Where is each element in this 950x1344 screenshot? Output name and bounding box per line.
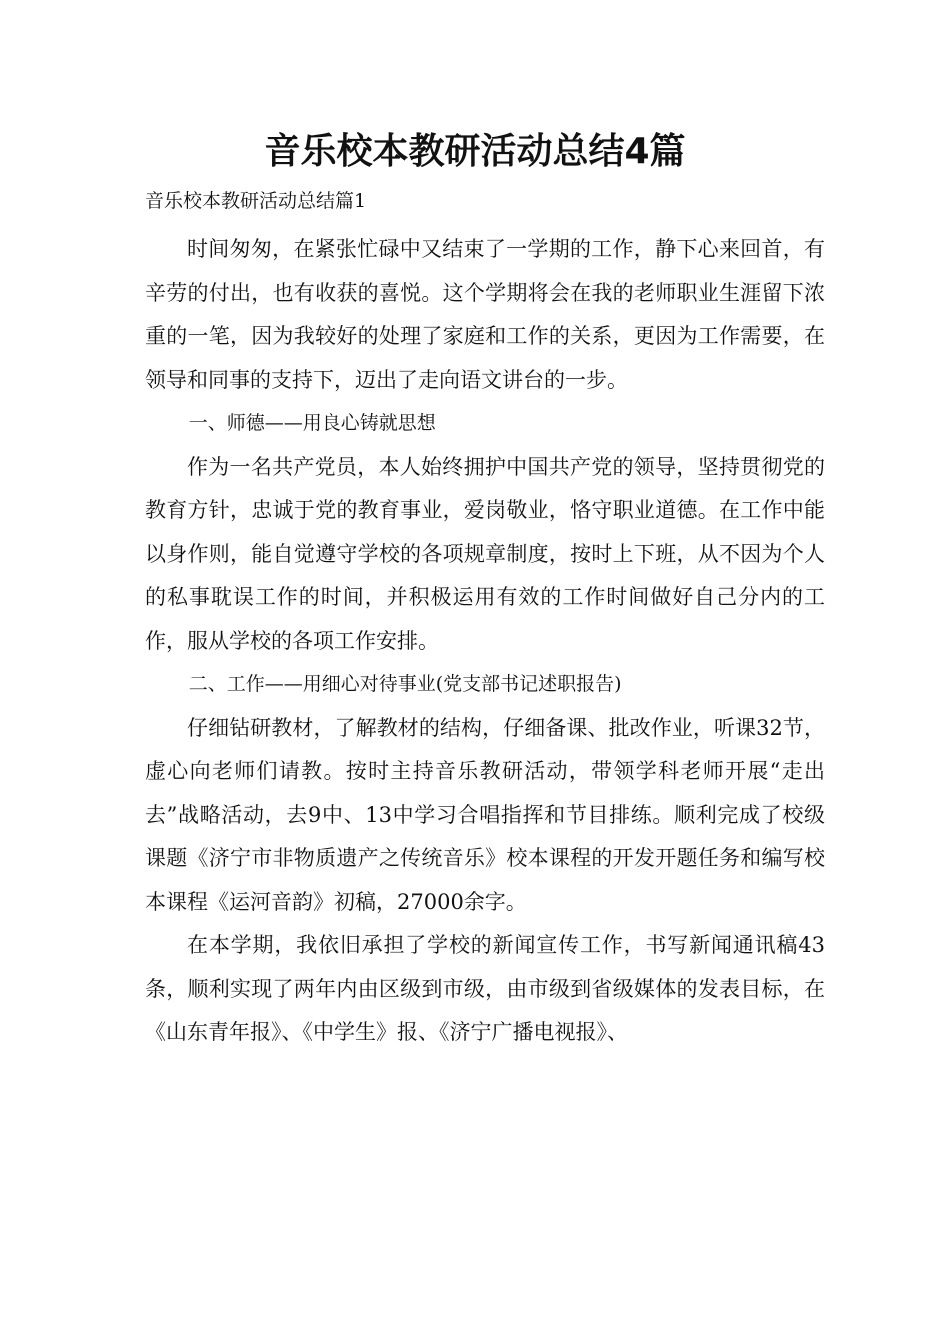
paragraph-news: 在本学期，我依旧承担了学校的新闻宣传工作，书写新闻通讯稿43条，顺利实现了两年内由区级到市级，由市级到省级媒体的发表目标，在《山东青年报》、《中学生》报、《济宁广播电视报》、 [145, 933, 825, 1044]
paragraph-work: 仔细钻研教材，了解教材的结构，仔细备课、批改作业，听课32节，虚心向老师们请教。按时主持音乐教研活动，带领学科老师开展“走出去”战略活动，去9中、13中学习合唱指挥和节目排练。顺利完成了校级课题《济宁市非物质遗产之传统音乐》校本课程的开发开题任务和编写校本课程《运河音韵》初稿，27000余字。 [145, 715, 825, 914]
section-heading-work: 二、工作——用细心对待事业(党支部书记述职报告) [188, 673, 622, 695]
document-body [145, 228, 825, 1055]
document-subtitle: 音乐校本教研活动总结篇1 [145, 190, 367, 212]
paragraph-intro: 时间匆匆，在紧张忙碌中又结束了一学期的工作，静下心来回首，有辛劳的付出，也有收获的喜悦。这个学期将会在我的老师职业生涯留下浓重的一笔，因为我较好的处理了家庭和工作的关系，更因为工作需要，在领导和同事的支持下，迈出了走向语文讲台的一步。 [145, 237, 825, 392]
document-title: 音乐校本教研活动总结4篇 [264, 131, 686, 172]
paragraph-ethics: 作为一名共产党员，本人始终拥护中国共产党的领导，坚持贯彻党的教育方针，忠诚于党的教育事业，爱岗敬业，恪守职业道德。在工作中能以身作则，能自觉遵守学校的各项规章制度，按时上下班，从不因为个人的私事耽误工作的时间，并积极运用有效的工作时间做好自己分内的工作，服从学校的各项工作安排。 [145, 454, 825, 653]
section-heading-ethics: 一、师德——用良心铸就思想 [188, 412, 436, 434]
